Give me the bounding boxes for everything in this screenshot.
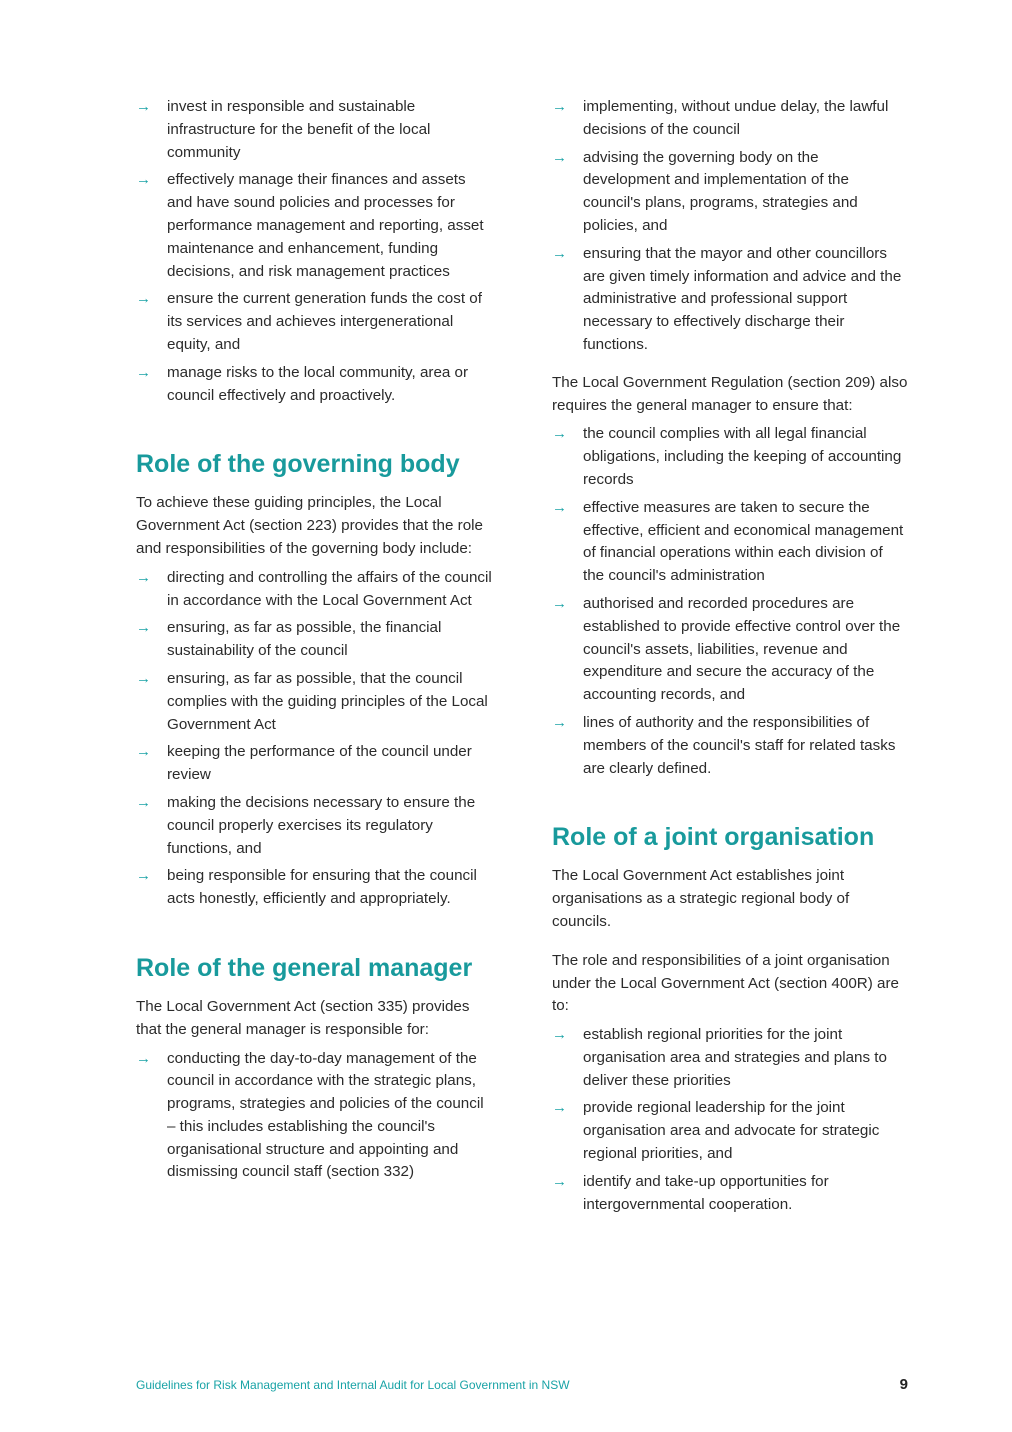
arrow-right-icon: → — [552, 1099, 567, 1117]
joint-organisation-heading: Role of a joint organisation — [552, 823, 875, 852]
list-item: → directing and controlling the affairs of the council in accordance with the Local Government Act — [136, 568, 492, 609]
arrow-right-icon: → — [552, 713, 567, 731]
joint-organisation-list — [552, 1024, 908, 1216]
list-item: → ensuring, as far as possible, the financial sustainability of the council — [136, 619, 442, 660]
list-item: → keeping the performance of the council under review — [136, 743, 472, 784]
joint-organisation-para-2: The role and responsibilities of a joint organisation under the Local Government Act (section 400R) are to: — [552, 951, 899, 1015]
list-item: → invest in responsible and sustainable infrastructure for the benefit of the local community — [136, 98, 431, 161]
general-manager-list — [136, 1048, 492, 1185]
arrow-right-icon: → — [552, 148, 567, 166]
arrow-right-icon: → — [136, 619, 151, 637]
general-manager-heading: Role of the general manager — [136, 953, 473, 982]
general-manager-list-continued — [552, 96, 908, 357]
footer-document-title: Guidelines for Risk Management and Internal Audit for Local Government in NSW — [136, 1378, 570, 1392]
list-item: → provide regional leadership for the joint organisation area and advocate for strategic regional priorities, and — [552, 1099, 880, 1163]
page-footer — [136, 1376, 908, 1393]
list-item: → implementing, without undue delay, the lawful decisions of the council — [552, 98, 889, 138]
list-item: → ensuring, as far as possible, that the council complies with the guiding principles of the Local Government Act — [136, 669, 488, 733]
arrow-right-icon: → — [136, 1049, 151, 1067]
right-column — [552, 96, 908, 1221]
arrow-right-icon: → — [552, 98, 567, 115]
left-column — [136, 96, 492, 1189]
list-item: → the council complies with all legal financial obligations, including the keeping of accounting records — [552, 425, 902, 488]
list-item: → effectively manage their finances and assets and have sound policies and processes for performance management and reporting, asset maintenance and enhancement, funding decisions, and risk management practices — [136, 171, 484, 280]
regulation-intro: The Local Government Regulation (section 209) also requires the general manager to ensure that: — [552, 373, 908, 414]
governing-body-intro: To achieve these guiding principles, the Local Government Act (section 223) provides that the role and responsibilities of the governing body include: — [136, 494, 483, 557]
arrow-right-icon: → — [136, 743, 151, 761]
list-item: → establish regional priorities for the joint organisation area and strategies and plans to deliver these priorities — [552, 1026, 887, 1089]
list-item: → manage risks to the local community, area or council effectively and proactively. — [136, 363, 469, 404]
list-item: → ensuring that the mayor and other councillors are given timely information and advice and the administrative and professional support necessary to effectively discharge their functions. — [552, 244, 902, 353]
arrow-right-icon: → — [136, 363, 151, 381]
list-item: → authorised and recorded procedures are established to provide effective control over the council's assets, liabilities, revenue and expenditure and secure the accuracy of the accounting records, and — [552, 594, 901, 704]
governing-body-list — [136, 567, 492, 911]
general-manager-intro: The Local Government Act (section 335) provides that the general manager is responsible for: — [136, 997, 470, 1038]
list-item: → being responsible for ensuring that the council acts honestly, efficiently and appropriately. — [136, 867, 477, 908]
governing-body-heading: Role of the governing body — [136, 450, 460, 479]
arrow-right-icon: → — [552, 594, 567, 612]
list-item: → making the decisions necessary to ensure the council properly exercises its regulatory functions, and — [136, 793, 476, 857]
list-item: → lines of authority and the responsibilities of members of the council's staff for related tasks are clearly defined. — [552, 713, 896, 777]
page-number: 9 — [899, 1376, 908, 1393]
principles-list — [136, 96, 492, 407]
regulation-list — [552, 423, 908, 780]
joint-organisation-para-1: The Local Government Act establishes joint organisations as a strategic regional body of councils. — [552, 867, 850, 930]
arrow-right-icon: → — [552, 425, 567, 443]
arrow-right-icon: → — [136, 290, 151, 308]
list-item: → effective measures are taken to secure the effective, efficient and economical management of financial operations within each division of the council's administration — [552, 498, 904, 585]
list-item: → ensure the current generation funds the cost of its services and achieves intergenerational equity, and — [136, 290, 482, 353]
arrow-right-icon: → — [552, 244, 567, 262]
arrow-right-icon: → — [136, 171, 151, 189]
list-item: → conducting the day-to-day management of the council in accordance with the strategic plans, programs, strategies and policies of the council – this includes establishing the council's organisational structure and appointing and dismissing council staff (section 332) — [136, 1049, 484, 1181]
arrow-right-icon: → — [136, 867, 151, 885]
arrow-right-icon: → — [136, 793, 151, 811]
list-item: → identify and take-up opportunities for intergovernmental cooperation. — [552, 1172, 829, 1213]
arrow-right-icon: → — [552, 498, 567, 516]
arrow-right-icon: → — [136, 98, 151, 115]
arrow-right-icon: → — [552, 1026, 567, 1044]
arrow-right-icon: → — [552, 1172, 567, 1190]
arrow-right-icon: → — [136, 568, 151, 586]
arrow-right-icon: → — [136, 669, 151, 687]
list-item: → advising the governing body on the development and implementation of the council's plans, programs, strategies and policies, and — [552, 148, 858, 234]
